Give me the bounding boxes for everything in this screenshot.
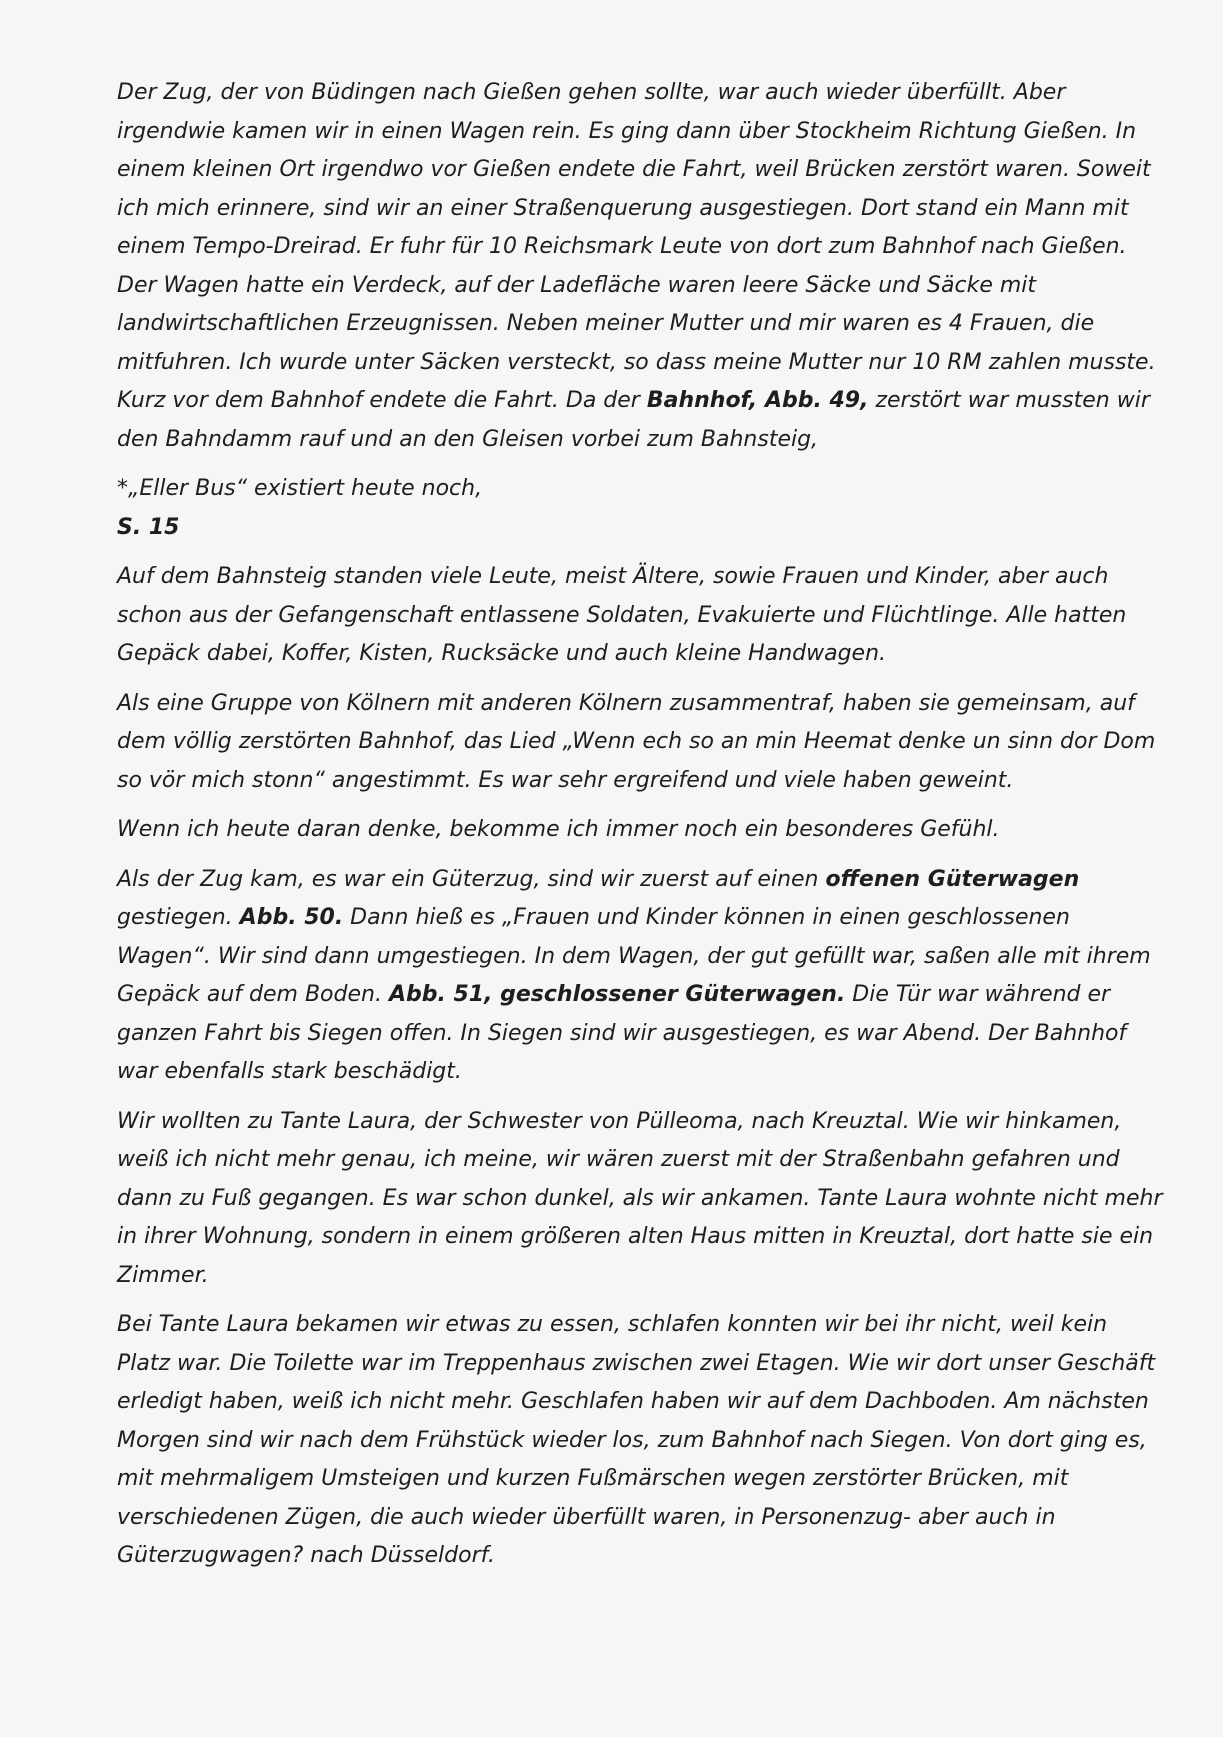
page-number-marker <box>117 509 1167 548</box>
text-segment: gestiegen. <box>117 905 240 930</box>
paragraph-night-and-journey <box>117 1306 1167 1576</box>
paragraph-cologne-song <box>117 685 1167 801</box>
text-segment: Wenn ich heute daran denke, bekomme ich immer noch ein besonderes Gefühl. <box>117 817 1000 842</box>
text-segment: *„Eller Bus“ existiert heute noch, <box>117 476 483 501</box>
text-segment: Als eine Gruppe von Kölnern mit anderen Kölnern zusammentraf, haben sie gemeinsam, auf dem völlig zerstörten Bahnhof, das Lied „Wenn ech so an min Heemat denke un sinn dor Dom so vör mich stonn“ angestimmt. Es war sehr ergreifend und viele haben geweint. <box>117 690 1156 793</box>
footnote-eller-bus <box>117 470 1167 509</box>
bold-reference-bahnhof: Bahnhof, Abb. 49, <box>646 388 869 413</box>
text-segment: Bei Tante Laura bekamen wir etwas zu essen, schlafen konnten wir bei ihr nicht, weil kein Platz war. Die Toilette war im Treppenhaus zwischen zwei Etagen. Wie wir dort unser Geschäft erledigt haben, weiß ich nicht mehr. Geschlafen haben wir auf dem Dachboden. Am nächsten Morgen sind wir nach dem Frühstück wieder los, zum Bahnhof nach Siegen. Von dort ging es, mit mehrmaligem Umsteigen und kurzen Fußmärschen wegen zerstörter Brücken, mit verschiedenen Zügen, die auch wieder überfüllt waren, in Personenzug- aber auch in Güterzugwagen? nach Düsseldorf. <box>117 1312 1156 1568</box>
page-number: S. 15 <box>117 514 180 540</box>
paragraph-platform <box>117 558 1167 674</box>
text-segment: zerstört war mussten wir den Bahndamm rauf und an den Gleisen vorbei zum Bahnsteig, <box>117 388 1150 452</box>
bold-offene-gueterwagen: offenen Güterwagen <box>825 866 1080 892</box>
text-segment: Wir wollten zu Tante Laura, der Schwester von Pülleoma, nach Kreuztal. Wie wir hinkamen, weiß ich nicht mehr genau, ich meine, wir wären zuerst mit der Straßenbahn gefahren und dann zu Fuß gegangen. Es war schon dunkel, als wir ankamen. Tante Laura wohnte nicht mehr in ihrer Wohnung, sondern in einem größeren alten Haus mitten in Kreuztal, dort hatte sie ein Zimmer. <box>117 1108 1163 1288</box>
text-segment: Die Tür war während er ganzen Fahrt bis Siegen offen. In Siegen sind wir ausgestiegen, es war Abend. Der Bahnhof war ebenfalls stark beschädigt. <box>117 982 1127 1084</box>
text-segment: Dann hieß es „Frauen und Kinder können in einen geschlossenen Wagen“. Wir sind dann umgestiegen. In dem Wagen, der gut gefüllt war, saßen alle mit ihrem Gepäck auf dem Boden. <box>117 905 1151 1007</box>
paragraph-tante-laura <box>117 1103 1167 1296</box>
document-page <box>117 74 1167 1587</box>
text-segment: Als der Zug kam, es war ein Güterzug, sind wir zuerst auf einen <box>117 866 826 892</box>
paragraph-feeling <box>117 811 1167 850</box>
text-segment: Auf dem Bahnsteig standen viele Leute, meist Ältere, sowie Frauen und Kinder, aber auch schon aus der Gefangenschaft entlassene Soldaten, Evakuierte und Flüchtlinge. Alle hatten Gepäck dabei, Koffer, Kisten, Rucksäcke und auch kleine Handwagen. <box>117 564 1127 666</box>
text-segment: Der Zug, der von Büdingen nach Gießen gehen sollte, war auch wieder überfüllt. Aber irgendwie kamen wir in einen Wagen rein. Es ging dann über Stockheim Richtung Gießen. In einem kleinen Ort irgendwo vor Gießen endete die Fahrt, weil Brücken zerstört waren. Soweit ich mich erinnere, sind wir an einer Straßenquerung ausgestiegen. Dort stand ein Mann mit einem Tempo-Dreirad. Er fuhr für 10 Reichsmark Leute von dort zum Bahnhof nach Gießen. Der Wagen hatte ein Verdeck, auf der Ladefläche waren leere Säcke und Säcke mit landwirtschaftlichen Erzeugnissen. Neben meiner Mutter und mir waren es 4 Frauen, die mitfuhren. Ich wurde unter Säcken versteckt, so dass meine Mutter nur 10 RM zahlen musste. Kurz vor dem Bahnhof endete die Fahrt. Da der <box>117 80 1156 413</box>
paragraph-train-to-giessen <box>117 74 1167 459</box>
bold-reference-abb-50: Abb. 50. <box>239 905 344 930</box>
bold-reference-abb-51: Abb. 51, geschlossener Güterwagen. <box>388 982 846 1007</box>
paragraph-freight-train <box>117 861 1167 1092</box>
